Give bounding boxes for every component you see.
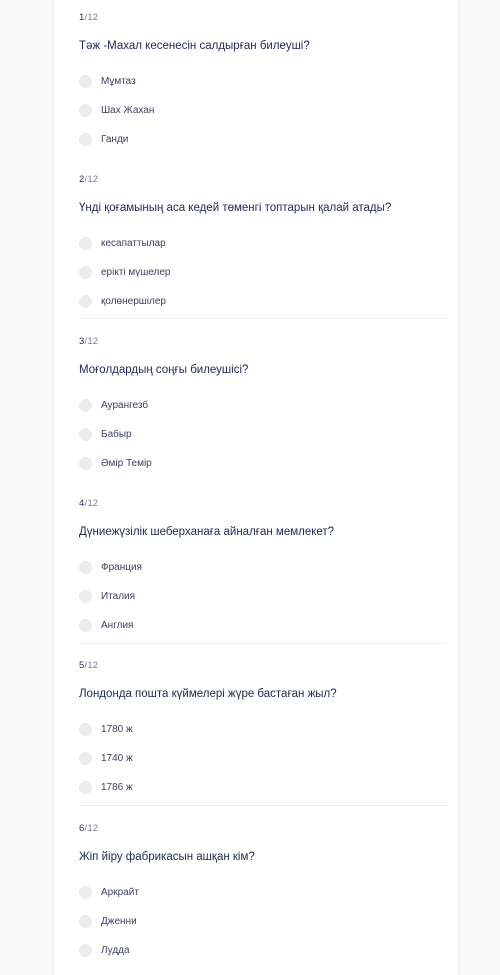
radio-button[interactable]	[79, 133, 92, 146]
option-label: қолөнершілер	[101, 296, 166, 307]
option-label: Аурангезб	[101, 400, 149, 411]
radio-button[interactable]	[79, 944, 92, 957]
answer-option[interactable]	[79, 907, 447, 936]
answer-options	[79, 553, 447, 640]
answer-option[interactable]	[79, 449, 447, 478]
radio-button[interactable]	[79, 619, 92, 632]
question-6	[79, 823, 447, 965]
option-label: ерікті мүшелер	[101, 267, 171, 278]
question-text: Жіп йіру фабрикасын ашқан кім?	[79, 851, 255, 863]
question-counter: 2/12	[79, 174, 99, 185]
question-counter: 4/12	[79, 498, 99, 509]
answer-option[interactable]	[79, 125, 447, 154]
radio-button[interactable]	[79, 752, 92, 765]
question-counter: 6/12	[79, 823, 99, 834]
radio-button[interactable]	[79, 781, 92, 794]
option-label: Ганди	[101, 134, 129, 145]
radio-button[interactable]	[79, 295, 92, 308]
radio-button[interactable]	[79, 886, 92, 899]
question-divider	[79, 643, 447, 644]
option-label: Дженни	[101, 916, 137, 927]
question-divider	[79, 318, 447, 319]
option-label: Лудда	[101, 945, 130, 956]
option-label: 1780 ж	[101, 724, 133, 735]
radio-button[interactable]	[79, 561, 92, 574]
answer-options	[79, 715, 447, 802]
question-2	[79, 174, 447, 316]
answer-option[interactable]	[79, 96, 447, 125]
radio-button[interactable]	[79, 457, 92, 470]
radio-button[interactable]	[79, 266, 92, 279]
radio-button[interactable]	[79, 915, 92, 928]
answer-option[interactable]	[79, 936, 447, 965]
question-5	[79, 660, 447, 802]
answer-option[interactable]	[79, 258, 447, 287]
answer-option[interactable]	[79, 744, 447, 773]
question-1	[79, 12, 447, 154]
answer-option[interactable]	[79, 391, 447, 420]
radio-button[interactable]	[79, 590, 92, 603]
answer-option[interactable]	[79, 611, 447, 640]
question-divider	[79, 805, 447, 806]
radio-button[interactable]	[79, 399, 92, 412]
answer-option[interactable]	[79, 582, 447, 611]
option-label: Италия	[101, 591, 136, 602]
option-label: Аркрайт	[101, 887, 139, 898]
question-counter: 5/12	[79, 660, 99, 671]
answer-options	[79, 878, 447, 965]
option-label: 1786 ж	[101, 782, 133, 793]
option-label: Англия	[101, 620, 134, 631]
question-text: Тәж -Махал кесенесін салдырған билеуші?	[79, 40, 310, 52]
answer-option[interactable]	[79, 229, 447, 258]
option-label: кесапаттылар	[101, 238, 166, 249]
answer-options	[79, 391, 447, 478]
question-3	[79, 336, 447, 478]
question-text: Дүниежүзілік шеберханаға айналған мемлекет?	[79, 526, 335, 538]
answer-option[interactable]	[79, 287, 447, 316]
option-label: Бабыр	[101, 429, 132, 440]
question-counter: 1/12	[79, 12, 99, 23]
answer-options	[79, 229, 447, 316]
question-text: Үнді қоғамының аса кедей төменгі топтарын қалай атады?	[79, 202, 392, 214]
radio-button[interactable]	[79, 723, 92, 736]
option-label: 1740 ж	[101, 753, 133, 764]
option-label: Әмір Темір	[101, 458, 152, 469]
option-label: Шах Жахан	[101, 105, 155, 116]
quiz-card	[52, 0, 460, 975]
answer-option[interactable]	[79, 715, 447, 744]
radio-button[interactable]	[79, 75, 92, 88]
radio-button[interactable]	[79, 428, 92, 441]
answer-options	[79, 67, 447, 154]
answer-option[interactable]	[79, 67, 447, 96]
question-4	[79, 498, 447, 640]
question-counter: 3/12	[79, 336, 99, 347]
answer-option[interactable]	[79, 878, 447, 907]
radio-button[interactable]	[79, 237, 92, 250]
question-text: Моғолдардың соңғы билеушісі?	[79, 364, 249, 376]
option-label: Мұмтаз	[101, 76, 136, 87]
question-text: Лондонда пошта күймелері жүре бастаған жыл?	[79, 688, 337, 700]
answer-option[interactable]	[79, 420, 447, 449]
radio-button[interactable]	[79, 104, 92, 117]
option-label: Франция	[101, 562, 142, 573]
answer-option[interactable]	[79, 553, 447, 582]
answer-option[interactable]	[79, 773, 447, 802]
